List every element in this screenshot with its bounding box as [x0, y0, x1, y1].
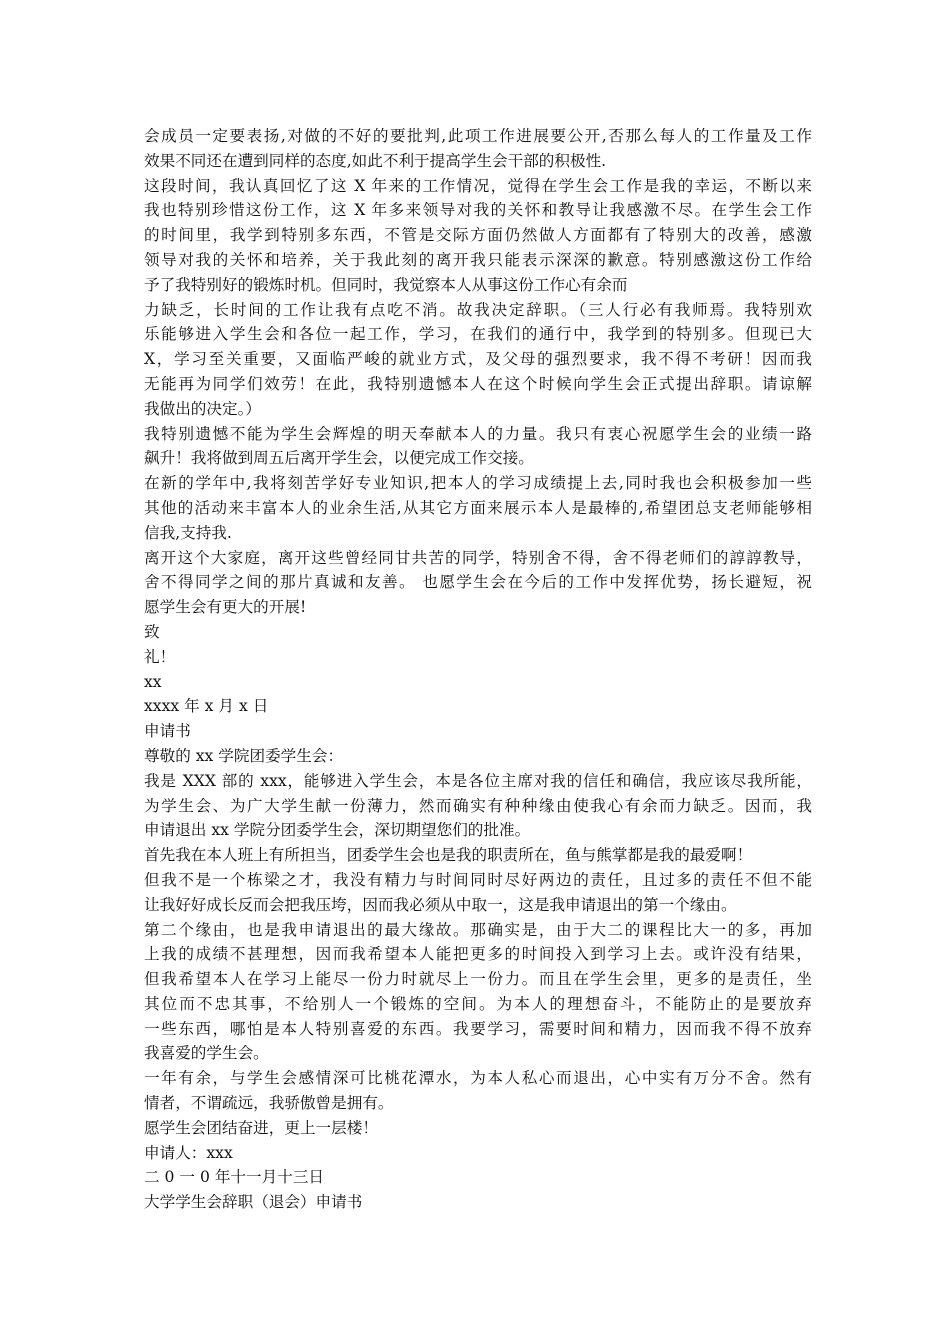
text-line: 其他的活动来丰富本人的业余生活,从其它方面来展示本人是最棒的,希望团总支老师能够相	[144, 498, 812, 517]
text-line: 我做出的决定。）	[144, 399, 261, 418]
text-line: 但我不是一个栋梁之才，我没有精力与时间同时尽好两边的责任，且过多的责任不但不能	[144, 870, 812, 889]
text-line: 尊敬的 xx 学院团委学生会：	[144, 746, 344, 765]
text-line: 我也特别珍惜这份工作，这 X 年多来领导对我的关怀和教导让我感激不尽。在学生会工作	[144, 201, 812, 220]
text-line: 为学生会、为广大学生献一份薄力，然而确实有种种缘由使我心有余而力缺乏。因而，我	[144, 796, 812, 815]
text-line: 离开这个大家庭，离开这些曾经同甘共苦的同学，特别舍不得，舍不得老师们的諄諄教导，	[144, 548, 812, 567]
text-line: 予了我特别好的锻炼时机。但同时，我觉察本人从事这份工作心有余而	[144, 275, 628, 294]
text-line: 致	[144, 622, 160, 641]
text-line: 力缺乏，长时间的工作让我有点吃不消。故我决定辞职。（三人行必有我师焉。我特别欢	[144, 300, 812, 319]
text-line: 乐能够进入学生会和各位一起工作，学习，在我们的通行中，我学到的特别多。但现已大	[144, 325, 812, 344]
text-line: 领导对我的关怀和培养，关于我此刻的离开我只能表示深深的歉意。特别感激这份工作给	[144, 250, 812, 269]
text-line: 第二个缘由，也是我申请退出的最大缘故。那确实是，由于大二的课程比大一的多，再加	[144, 920, 812, 939]
text-line: 这段时间，我认真回忆了这 X 年来的工作情况，觉得在学生会工作是我的幸运，不断以来	[144, 176, 812, 195]
text-line: 飙升！我将做到周五后离开学生会，以便完成工作交接。	[144, 449, 534, 468]
text-line: xx	[144, 672, 162, 691]
text-line: 大学学生会辞职（退会）申请书	[144, 1193, 363, 1212]
text-line: 申请人：xxx	[144, 1143, 233, 1162]
text-line: 但我希望本人在学习上能尽一份力时就尽上一份力。而且在学生会里，更多的是责任，坐	[144, 970, 812, 989]
text-line: 的时间里，我学到特别多东西，不管是交际方面仍然做人方面都有了特别大的改善，感激	[144, 226, 812, 245]
text-line: 在新的学年中,我将刻苦学好专业知识,把本人的学习成绩提上去,同时我也会积极参加一些	[144, 474, 812, 493]
text-line: 效果不同还在遭到同样的态度,如此不利于提高学生会干部的积极性.	[144, 151, 607, 170]
text-line: 申请退出 xx 学院分团委学生会，深切期望您们的批准。	[144, 821, 531, 840]
text-line: 礼！	[144, 647, 176, 666]
text-line: 我特别遗憾不能为学生会辉煌的明天奉献本人的力量。我只有衷心祝愿学生会的业绩一路	[144, 424, 812, 443]
document-body	[144, 124, 812, 1215]
text-line: 其位而不忠其事，不给别人一个锻炼的空间。为本人的理想奋斗，不能防止的是要放弃	[144, 994, 812, 1013]
text-line: 舍不得同学之间的那片真诚和友善。 也愿学生会在今后的工作中发挥优势，扬长避短，祝	[144, 573, 812, 592]
text-line: 首先我在本人班上有所担当，团委学生会也是我的职责所在，鱼与熊掌都是我的最爱啊！	[144, 846, 753, 865]
text-line: 申请书	[144, 722, 191, 741]
text-line: 一年有余，与学生会感情深可比桃花潭水，为本人私心而退出，心中实有万分不舍。然有	[144, 1069, 812, 1088]
text-line: 情者，不谓疏远，我骄傲曾是拥有。	[144, 1094, 394, 1113]
text-line: 愿学生会团结奋进，更上一层楼！	[144, 1118, 378, 1137]
text-line: 一些东西，哪怕是本人特别喜爱的东西。我要学习，需要时间和精力，因而我不得不放弃	[144, 1019, 812, 1038]
text-line: 信我,支持我.	[144, 523, 232, 542]
text-line: 上我的成绩不甚理想，因而我希望本人能把更多的时间投入到学习上去。或许没有结果，	[144, 945, 812, 964]
text-line: 二 0 一 0 年十一月十三日	[144, 1168, 325, 1187]
text-line: X，学习至关重要，又面临严峻的就业方式，及父母的强烈要求，我不得不考研！因而我	[144, 350, 812, 369]
text-line: 我喜爱的学生会。	[144, 1044, 269, 1063]
text-line: 愿学生会有更大的开展!	[144, 598, 307, 617]
text-line: 会成员一定要表扬,对做的不好的要批判,此项工作进展要公开,否那么每人的工作量及工作	[144, 127, 812, 145]
text-line: 我是 XXX 部的 xxx，能够进入学生会，本是各位主席对我的信任和确信，我应该尽我所能，	[144, 771, 812, 790]
text-line: xxxx 年 x 月 x 日	[144, 697, 269, 716]
text-line: 无能再为同学们效劳！在此，我特别遗憾本人在这个时候向学生会正式提出辞职。请谅解	[144, 374, 812, 393]
text-line: 让我好好成长反而会把我压垮，因而我必须从中取一，这是我申请退出的第一个缘由。	[144, 895, 737, 914]
